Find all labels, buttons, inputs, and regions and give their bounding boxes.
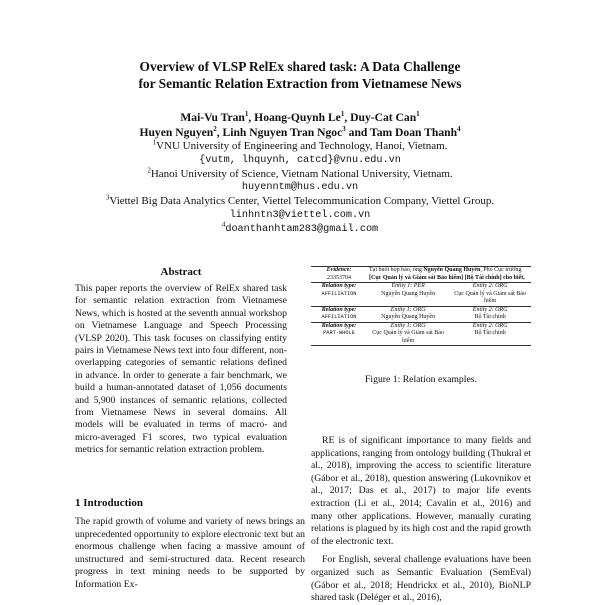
email-3: linhntn3@viettel.com.vn bbox=[229, 210, 371, 221]
relation-table bbox=[311, 266, 531, 346]
author-name: Hoang-Quynh Le bbox=[254, 111, 341, 124]
entity-2-cell bbox=[449, 283, 531, 307]
entity-2-label: Entity 2: ORG bbox=[472, 283, 508, 289]
entity-1-label: Entity 1: PER bbox=[391, 283, 425, 289]
entity-2: Bộ Tài chính bbox=[474, 314, 506, 320]
entity-1-label: Entity 1: ORG bbox=[390, 322, 426, 329]
entity-1-label: Entity 1: ORG bbox=[390, 306, 426, 313]
author-affil-marker: 3 bbox=[342, 125, 346, 134]
relation-type-label: Relation type: bbox=[321, 306, 357, 313]
authors-line-1 bbox=[0, 111, 600, 124]
entity-1-cell bbox=[367, 306, 449, 322]
author-separator: , bbox=[248, 111, 255, 124]
introduction-body: The rapid growth of volume and variety of news brings an unprecedented opportunity to explore electronic text but an enormous challenge when facing a massive amount of unstructured and semi-structured data. Recent research progress in text mining needs to be supported by Information Ex- bbox=[75, 516, 305, 590]
entity-2-cell bbox=[449, 306, 531, 322]
evidence-text: Tại buổi họp báo, ông bbox=[369, 267, 424, 273]
evidence-row bbox=[311, 267, 531, 283]
author-name: Linh Nguyen Tran Ngoc bbox=[222, 126, 343, 139]
author-name: Mai-Vu Tran bbox=[180, 111, 245, 124]
affiliation-1 bbox=[0, 140, 600, 152]
paper-title bbox=[0, 58, 600, 92]
entity-2-cell bbox=[449, 322, 531, 346]
entity-2: Bộ Tài chính bbox=[474, 330, 506, 336]
entity-1-cell bbox=[367, 322, 449, 346]
evidence-entities: [Cục Quản lý và Giám sát Bảo hiểm] [Bộ Tài chính] cho biết, bbox=[369, 274, 525, 281]
affil-marker: 3 bbox=[105, 193, 110, 202]
author-name: Tam Doan Thanh bbox=[370, 126, 458, 139]
author-separator: , bbox=[216, 126, 223, 139]
relation-type-label: Relation type: bbox=[321, 283, 357, 289]
introduction-heading: 1 Introduction bbox=[75, 497, 143, 509]
author-separator: , bbox=[344, 111, 351, 124]
title-line-1: Overview of VLSP RelEx shared task: A Data Challenge bbox=[139, 59, 461, 74]
author-affil-marker: 1 bbox=[244, 110, 249, 119]
entity-1-cell bbox=[367, 283, 449, 307]
relation-type: PART-WHOLE bbox=[323, 330, 355, 336]
evidence-label: Evidence: bbox=[326, 267, 352, 273]
affiliation-text: Hanoi University of Science, Vietnam National University, Vietnam. bbox=[150, 168, 453, 180]
entity-1: Nguyễn Quang Huyền bbox=[381, 290, 436, 297]
entity-1: Nguyễn Quang Huyền bbox=[381, 314, 436, 320]
title-line-2: for Semantic Relation Extraction from Vietnamese News bbox=[138, 76, 462, 91]
affiliation-text: VNU University of Engineering and Technology, Hanoi, Vietnam. bbox=[156, 140, 448, 152]
right-column-text bbox=[311, 435, 531, 605]
affiliation-text: Viettel Big Data Analytics Center, Viettel Telecommunication Company, Viettel Group. bbox=[109, 195, 495, 207]
abstract-heading: Abstract bbox=[160, 266, 202, 278]
entity-1: Cục Quản lý và Giám sát Bảo hiểm bbox=[372, 330, 444, 344]
relation-row bbox=[311, 283, 531, 307]
author-name: Huyen Nguyen bbox=[139, 126, 214, 139]
relation-type-cell bbox=[311, 322, 367, 346]
entity-2-label: Entity 2: ORG bbox=[472, 322, 508, 329]
email-4 bbox=[0, 220, 600, 235]
relation-type-label: Relation type: bbox=[321, 322, 357, 329]
affil-marker: 4 bbox=[221, 220, 226, 229]
relation-row bbox=[311, 306, 531, 322]
relation-examples-figure bbox=[311, 266, 531, 346]
email-2: huyenntm@hus.edu.vn bbox=[241, 182, 359, 193]
email-text: doanthanhtam283@gmail.com bbox=[225, 224, 379, 235]
relation-type: AFFILIATION bbox=[321, 314, 357, 320]
evidence-id: 23353704 bbox=[327, 274, 351, 281]
entity-2: Cục Quản lý và Giám sát Bảo hiểm bbox=[454, 290, 526, 304]
author-affil-marker: 1 bbox=[416, 110, 420, 119]
author-affil-marker: 2 bbox=[213, 125, 217, 134]
affiliation-2 bbox=[0, 168, 600, 180]
affil-marker: 1 bbox=[152, 138, 157, 147]
author-affil-marker: 4 bbox=[457, 125, 461, 134]
affiliation-3 bbox=[0, 195, 600, 207]
relation-type: AFFILIATION bbox=[321, 290, 357, 297]
relation-type-cell bbox=[311, 306, 367, 322]
email-1: {vutm, lhquynh, catcd}@vnu.edu.vn bbox=[199, 155, 401, 166]
abstract-body: This paper reports the overview of RelEx shared task for semantic relation extraction from Vietnamese News, which is hosted at the seventh annual workshop on Vietnamese Language and Speech Processing (VLSP 2020). This task focuses on classifying entity pairs in Vietnamese News text into four different, non-overlapping categories of semantic relations defined in advance. In order to generate a fair benchmark, we build a human-annotated dataset of 1,056 documents and 5,900 instances of semantic relations, collected from Vietnamese News in several domains. All models will be evaluated in terms of macro- and micro-averaged F1 scores, two typical evaluation metrics for semantic relation extraction problem. bbox=[75, 283, 287, 456]
authors-line-2 bbox=[0, 126, 600, 139]
paragraph: RE is of significant importance to many fields and applications, ranging from ontology building (Thukral et al., 2018), improving the access to scientific literature (Gábor et al., 2018), question answering (Lukovnikov et al., 2017; Das et al., 2017) to major life events extraction (Li et al., 2014; Cavalin et al., 2016) and many other applications. However, manually curating relations is plagued by its high cost and the rapid growth of the electronic text. bbox=[311, 435, 531, 547]
evidence-label-cell bbox=[311, 267, 367, 283]
relation-row bbox=[311, 322, 531, 346]
evidence-highlight: Nguyễn Quang Huyền bbox=[423, 267, 481, 273]
author-separator: and bbox=[345, 126, 371, 139]
affil-marker: 2 bbox=[147, 166, 151, 175]
evidence-text: , Phó Cục trưởng bbox=[480, 267, 522, 273]
evidence-text-cell bbox=[367, 267, 531, 283]
entity-2-label: Entity 2: ORG bbox=[472, 306, 508, 313]
figure-caption: Figure 1: Relation examples. bbox=[365, 374, 477, 385]
author-affil-marker: 1 bbox=[340, 110, 345, 119]
relation-type-cell bbox=[311, 283, 367, 307]
paragraph: For English, several challenge evaluations have been organized such as Semantic Evaluation (SemEval) (Gábor et al., 2018; Hendrickx et al., 2010), BioNLP shared task (Deléger et al., 2016), bbox=[311, 554, 531, 604]
author-name: Duy-Cat Can bbox=[350, 111, 417, 124]
